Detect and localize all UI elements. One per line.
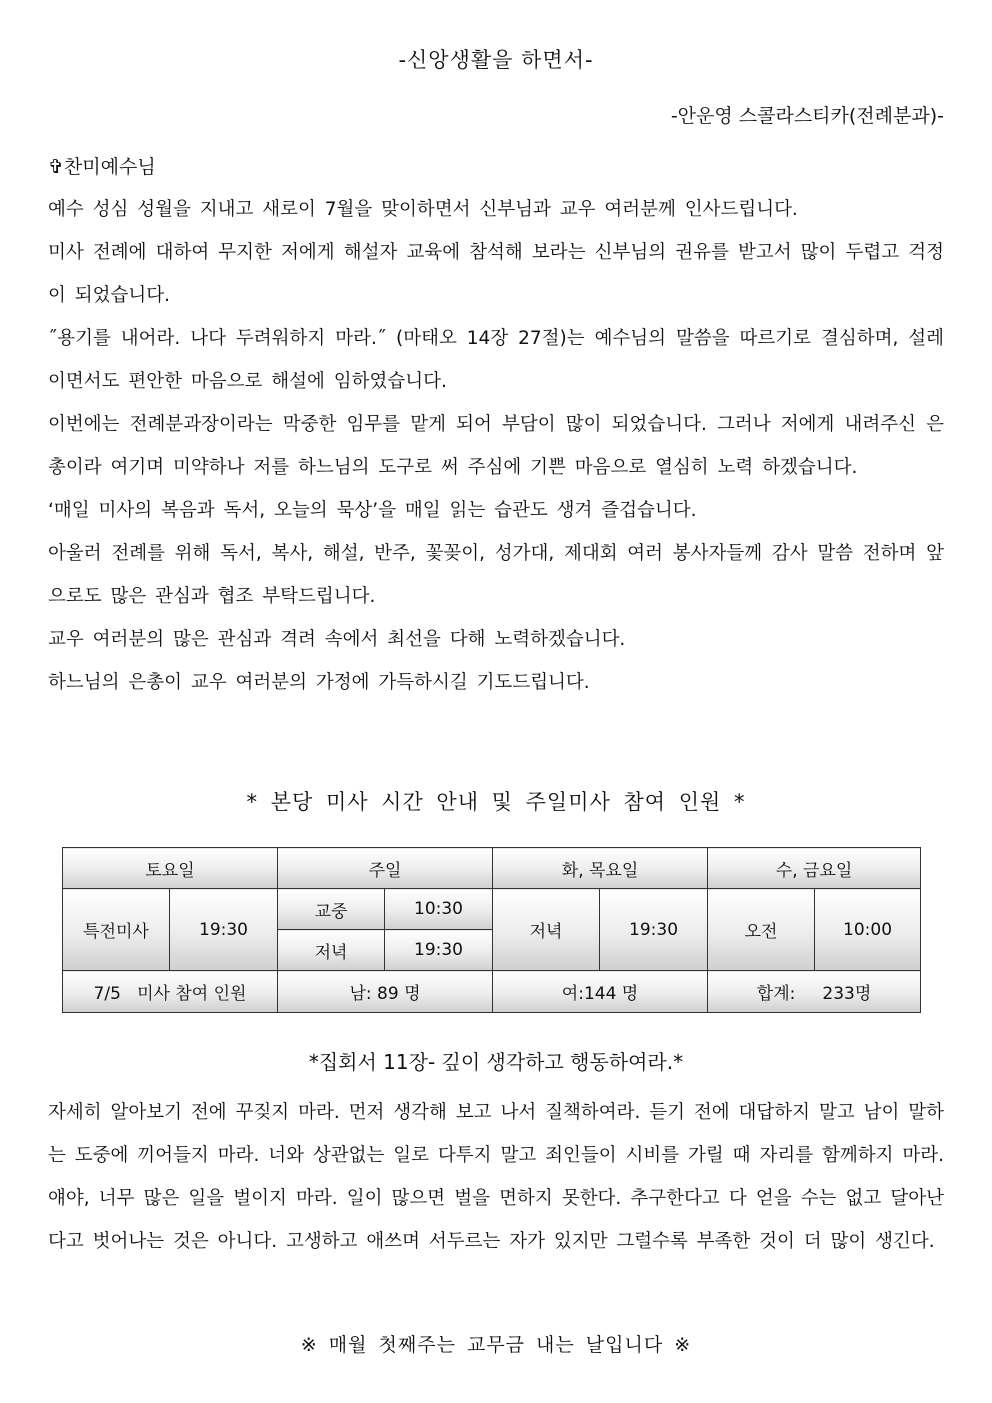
tue-thu-mass-time: 19:30	[600, 889, 708, 971]
table-row	[63, 889, 921, 930]
letter-body	[48, 188, 944, 704]
header-saturday: 토요일	[63, 848, 278, 889]
wed-fri-mass-name: 오전	[708, 889, 815, 971]
paragraph: 하느님의 은총이 교우 여러분의 가정에 가득하시길 기도드립니다.	[48, 672, 590, 693]
saturday-mass-name: 특전미사	[63, 889, 170, 971]
document-title: -신앙생활을 하면서-	[398, 48, 594, 72]
header-tue-thu: 화, 목요일	[493, 848, 708, 889]
paragraph: 이번에는 전례분과장이라는 막중한 임무를 맡게 되어 부담이 많이 되었습니다. 그러나 저에게 내려주신 은총이라 여기며 미약하나 저를 하느님의 도구로 써 주심에 기쁜 마음으로 열심히 노력 하겠습니다.	[48, 414, 944, 478]
verse-body	[48, 1091, 944, 1263]
sunday-mass-time: 10:30	[385, 889, 493, 930]
wed-fri-mass-time: 10:00	[815, 889, 921, 971]
attendance-label: 7/5 미사 참여 인원	[63, 971, 278, 1013]
author-line: -안운영 스콜라스티카(전례분과)-	[670, 105, 944, 127]
paragraph: 아울러 전례를 위해 독서, 복사, 해설, 반주, 꽃꽂이, 성가대, 제대회 여러 봉사자들께 감사 말씀 전하며 앞으로도 많은 관심과 협조 부탁드립니다.	[48, 543, 944, 607]
sunday-mass-name: 저녁	[278, 930, 385, 971]
sunday-mass-time: 19:30	[385, 930, 493, 971]
mass-schedule-table	[62, 847, 921, 1013]
greeting: ✞찬미예수님	[48, 156, 156, 178]
attendance-female: 여:144 명	[493, 971, 708, 1013]
mass-schedule-title: * 본당 미사 시간 안내 및 주일미사 참여 인원 *	[246, 790, 746, 814]
attendance-total: 합계: 233명	[708, 971, 921, 1013]
table-header-row	[63, 848, 921, 889]
paragraph: ‘매일 미사의 복음과 독서, 오늘의 묵상’을 매일 읽는 습관도 생겨 즐겁습니다.	[48, 500, 697, 521]
header-sunday: 주일	[278, 848, 493, 889]
notice-line: ※ 매월 첫째주는 교무금 내는 날입니다 ※	[300, 1334, 692, 1356]
paragraph: 교우 여러분의 많은 관심과 격려 속에서 최선을 다해 노력하겠습니다.	[48, 629, 626, 650]
attendance-row	[63, 971, 921, 1013]
paragraph: ˝용기를 내어라. 나다 두려워하지 마라.˝ (마태오 14장 27절)는 예수님의 말씀을 따르기로 결심하며, 설레이면서도 편안한 마음으로 해설에 임하였습니다.	[48, 328, 944, 392]
verse-title: *집회서 11장- 깊이 생각하고 행동하여라.*	[308, 1050, 684, 1074]
paragraph: 예수 성심 성월을 지내고 새로이 7월을 맞이하면서 신부님과 교우 여러분께 인사드립니다.	[48, 199, 798, 220]
attendance-male: 남: 89 명	[278, 971, 493, 1013]
sunday-mass-name: 교중	[278, 889, 385, 930]
saturday-mass-time: 19:30	[170, 889, 278, 971]
paragraph: 미사 전례에 대하여 무지한 저에게 해설자 교육에 참석해 보라는 신부님의 권유를 받고서 많이 두렵고 걱정이 되었습니다.	[48, 242, 944, 306]
verse-paragraph: 자세히 알아보기 전에 꾸짖지 마라. 먼저 생각해 보고 나서 질책하여라. 듣기 전에 대답하지 말고 남이 말하는 도중에 끼어들지 마라. 너와 상관없는 일로 다투지 말고 죄인들이 시비를 가릴 때 자리를 함께하지 마라. 얘야, 너무 많은 일을 벌이지 마라. 일이 많으면 벌을 면하지 못한다. 추구한다고 다 얻을 수는 없고 달아난다고 벗어나는 것은 아니다. 고생하고 애쓰며 서두르는 자가 있지만 그럴수록 부족한 것이 더 많이 생긴다.	[48, 1102, 944, 1252]
tue-thu-mass-name: 저녁	[493, 889, 600, 971]
header-wed-fri: 수, 금요일	[708, 848, 921, 889]
